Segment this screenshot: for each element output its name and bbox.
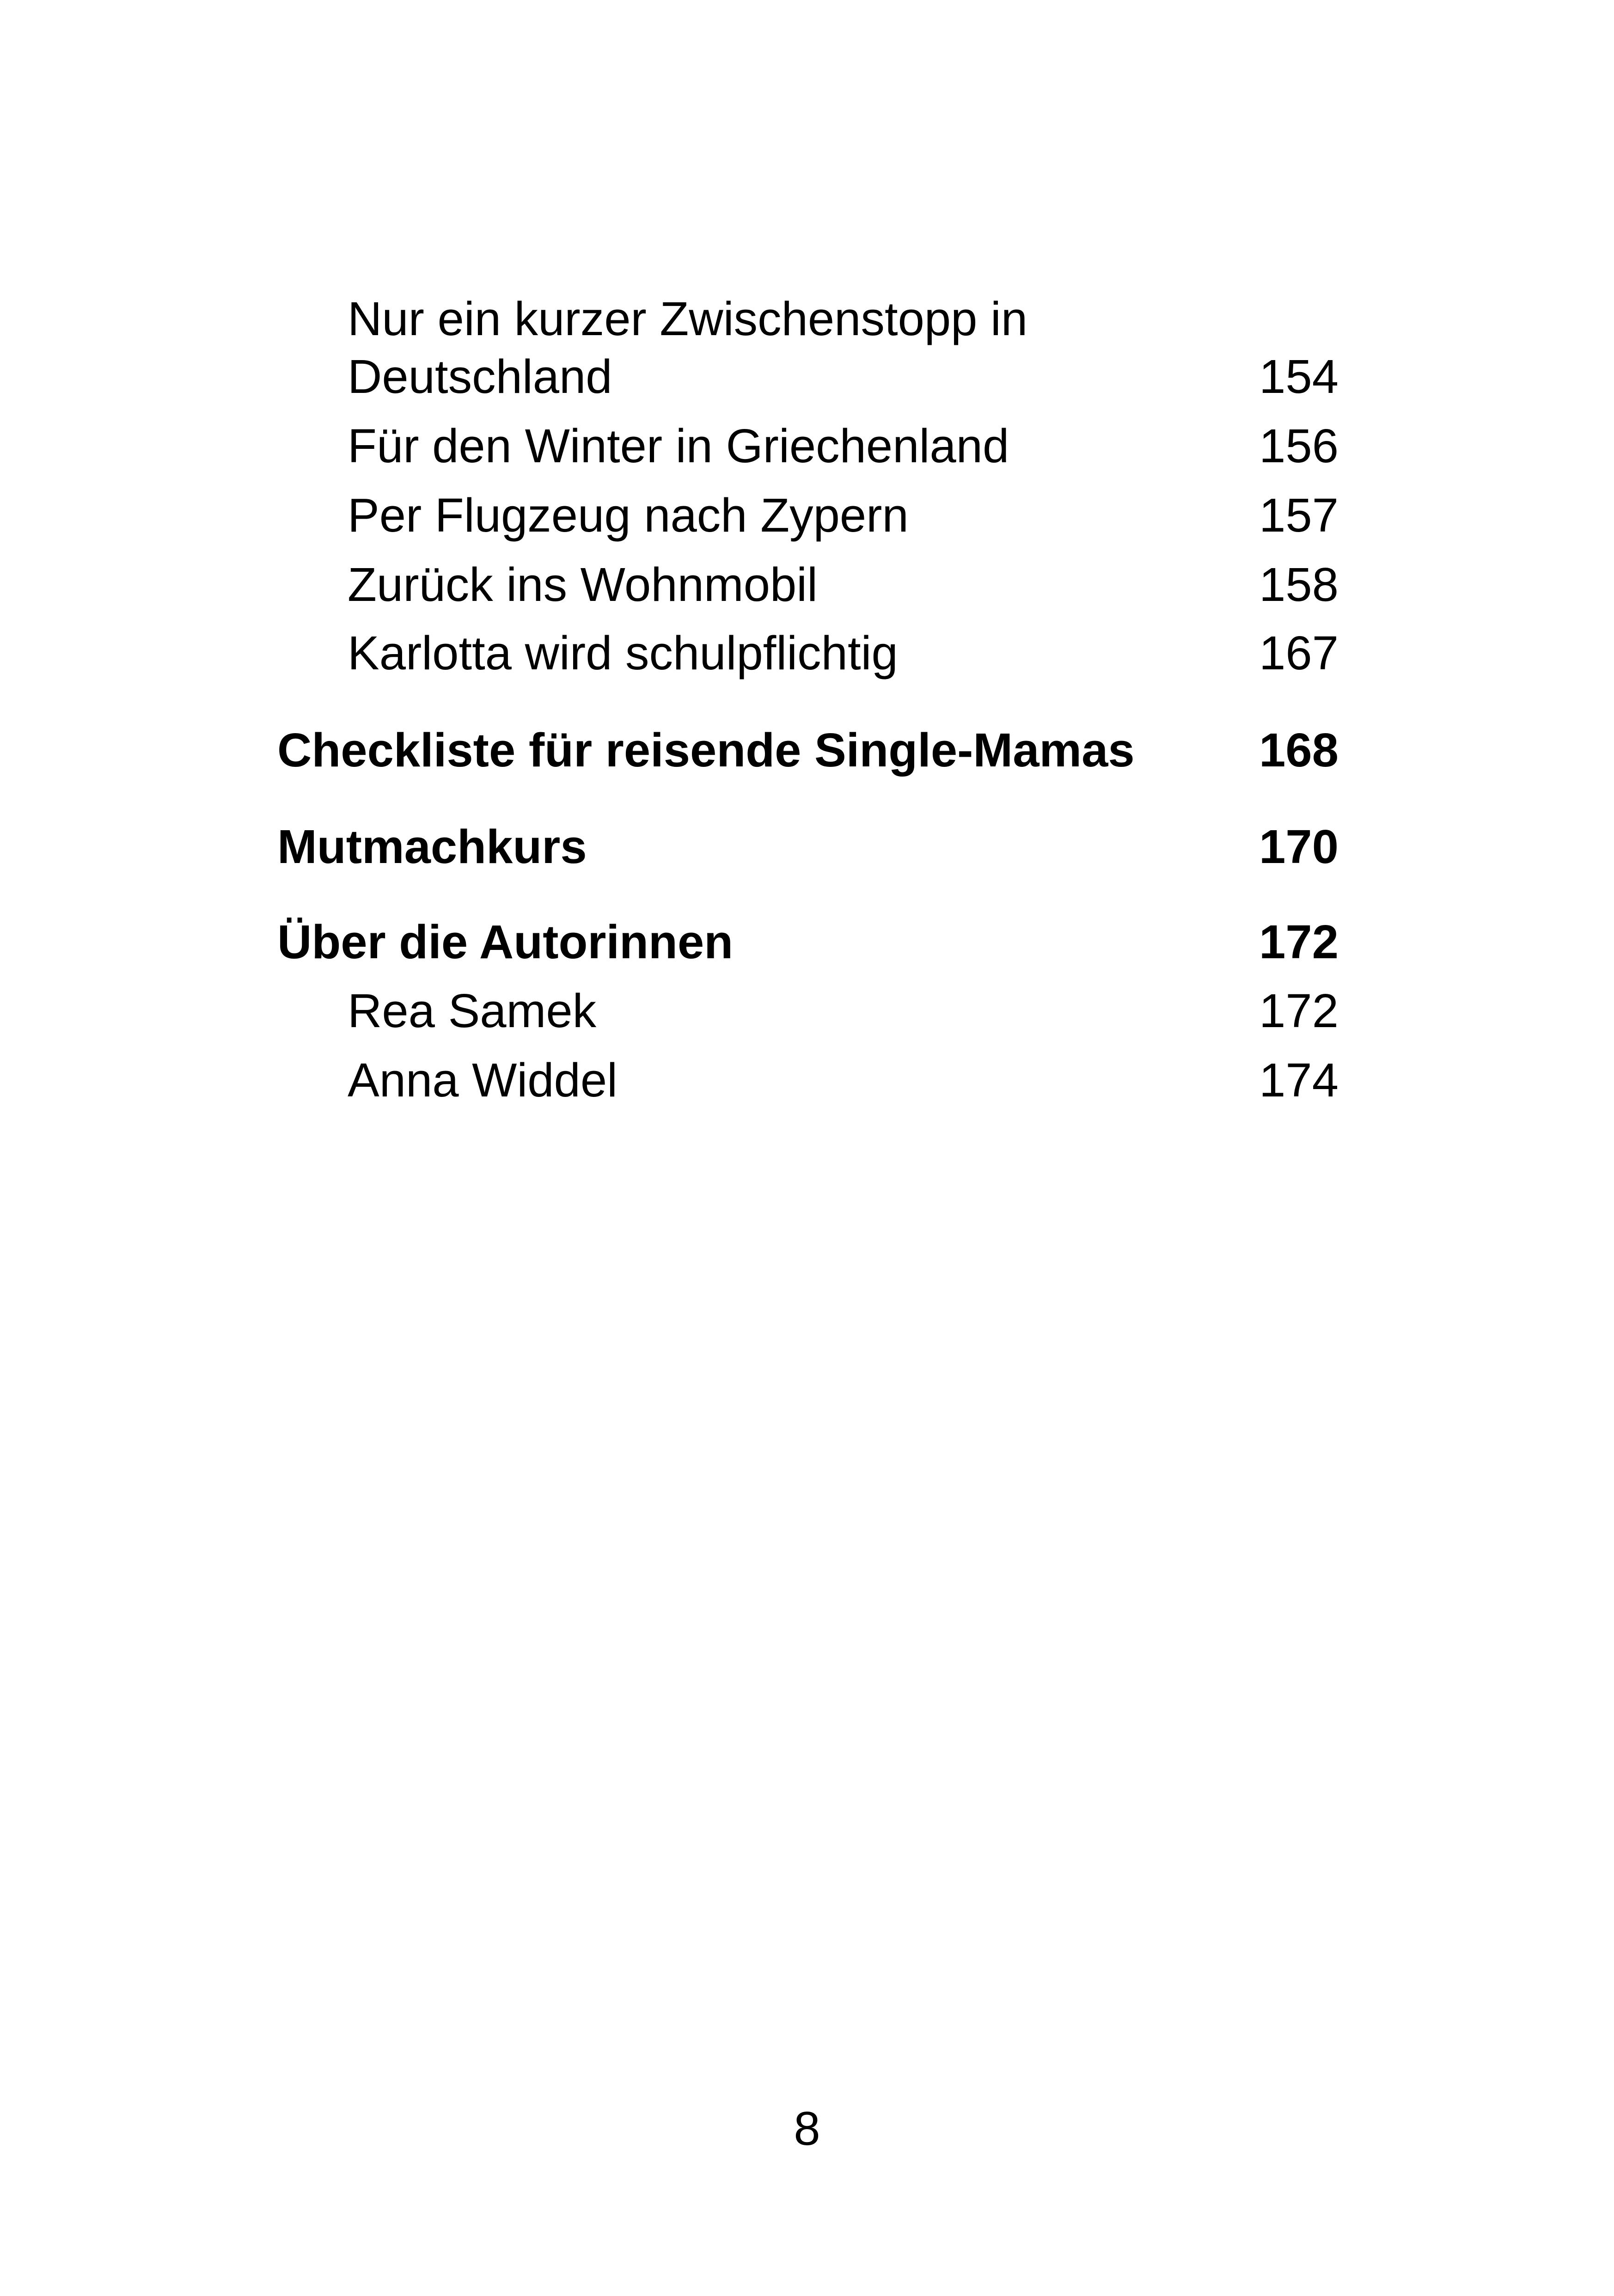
toc-chapter-title: Checkliste für reisende Single-Mamas: [277, 723, 1135, 777]
toc-entry-zwischenstopp: [0, 292, 1614, 411]
toc-entry-zypern: [0, 481, 1614, 550]
toc-entry-title: Für den Winter in Griechenland: [348, 419, 1009, 472]
toc-entry-title: Nur ein kurzer Zwischenstopp in: [348, 292, 1028, 345]
toc-entry-title: Zurück ins Wohnmobil: [348, 558, 818, 611]
toc-entry-page: 154: [1259, 350, 1339, 403]
toc-chapter-page: 170: [1259, 820, 1339, 873]
toc-entry-page: 174: [1259, 1053, 1339, 1107]
toc-entry-page: 158: [1259, 558, 1339, 611]
toc-entry-title-continued: Deutschland: [348, 350, 612, 403]
toc-chapter-page: 172: [1259, 915, 1339, 968]
toc-entry-title: Karlotta wird schulpflichtig: [348, 626, 898, 680]
toc-entry-griechenland: [0, 411, 1614, 481]
toc-entry-rea-samek: [0, 976, 1614, 1046]
toc-entry-anna-widdel: [0, 1046, 1614, 1115]
toc-entry-page: 156: [1259, 419, 1339, 472]
toc-entry-title: Per Flugzeug nach Zypern: [348, 489, 909, 542]
toc-entry-wohnmobil: [0, 550, 1614, 619]
toc-entry-title: Rea Samek: [348, 984, 597, 1037]
toc-entry-schulpflichtig: [0, 618, 1614, 688]
toc-entry-page: 172: [1259, 984, 1339, 1037]
toc-chapter-page: 168: [1259, 723, 1339, 777]
toc-entry-title: Anna Widdel: [348, 1053, 618, 1107]
toc-chapter-title: Mutmachkurs: [277, 820, 587, 873]
toc-chapter-autorinnen: [0, 907, 1614, 977]
toc-entry-page: 167: [1259, 626, 1339, 680]
toc-chapter-checkliste: [0, 716, 1614, 785]
toc-chapter-title: Über die Autorinnen: [277, 915, 734, 968]
page-number: 8: [794, 2102, 820, 2155]
toc-chapter-mutmachkurs: [0, 812, 1614, 882]
toc-entry-page: 157: [1259, 489, 1339, 542]
